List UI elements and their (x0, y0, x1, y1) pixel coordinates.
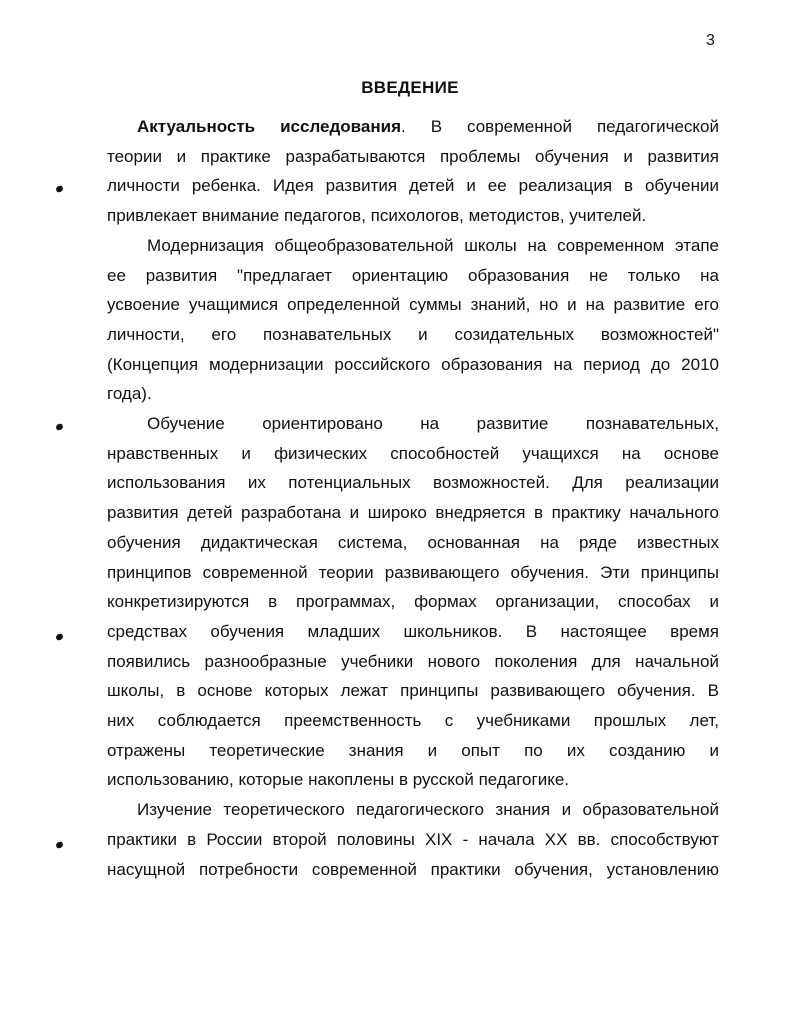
text-line: использования их потенциальных возможностей. Для реализации (107, 473, 719, 493)
margin-mark (55, 185, 64, 193)
body-text (107, 112, 719, 884)
page-title: ВВЕДЕНИЕ (361, 78, 459, 97)
text-line (107, 112, 719, 142)
text-line: нравственных и физических способностей учащихся на основе (107, 443, 719, 463)
text-line: отражены теоретические знания и опыт по их созданию и (107, 740, 719, 760)
text-fragment: . В современной педагогической (401, 117, 719, 136)
text-line: привлекает внимание педагогов, психологов, методистов, учителей. (107, 206, 647, 226)
text-line: появились разнообразные учебники нового поколения для начальной (107, 651, 719, 671)
text-line: школы, в основе которых лежат принципы развивающего обучения. В (107, 681, 719, 701)
paragraph-study (107, 795, 719, 884)
text-line: Модернизация общеобразовательной школы на современном этапе (147, 235, 719, 255)
paragraph-modernization (107, 231, 719, 409)
text-line: теории и практике разрабатываются проблемы обучения и развития (107, 146, 719, 166)
text-line: усвоение учащимися определенной суммы знаний, но и на развитие его (107, 295, 719, 315)
text-line: них соблюдается преемственность с учебниками прошлых лет, (107, 711, 719, 731)
text-line: Обучение ориентировано на развитие познавательных, (147, 414, 719, 434)
text-line: обучения дидактическая система, основанная на ряде известных (107, 532, 719, 552)
margin-mark (55, 841, 64, 849)
paragraph-learning (107, 409, 719, 795)
page-number: 3 (706, 32, 715, 49)
text-line: практики в России второй половины XIX - начала XX вв. способствуют (107, 829, 719, 849)
text-line: ее развития "предлагает ориентацию образования не только на (107, 265, 719, 285)
margin-mark (55, 423, 64, 431)
text-line: насущной потребности современной практики обучения, установлению (107, 859, 719, 879)
text-line: принципов современной теории развивающего обучения. Эти принципы (107, 562, 719, 582)
text-line: Изучение теоретического педагогического знания и образовательной (137, 800, 719, 820)
text-line: личности, его познавательных и созидательных возможностей" (107, 324, 719, 344)
text-line: конкретизируются в программах, формах организации, способах и (107, 592, 719, 612)
text-line: (Концепция модернизации российского образования на период до 2010 (107, 354, 719, 374)
text-line: использованию, которые накоплены в русской педагогике. (107, 770, 570, 790)
text-line: года). (107, 384, 152, 404)
text-line: личности ребенка. Идея развития детей и ее реализация в обучении (107, 176, 719, 196)
section-heading: Актуальность исследования (137, 117, 401, 136)
text-line: развития детей разработана и широко внедряется в практику начального (107, 503, 719, 523)
margin-mark (55, 633, 64, 641)
paragraph-relevance (107, 112, 719, 231)
text-line: средствах обучения младших школьников. В настоящее время (107, 621, 719, 641)
